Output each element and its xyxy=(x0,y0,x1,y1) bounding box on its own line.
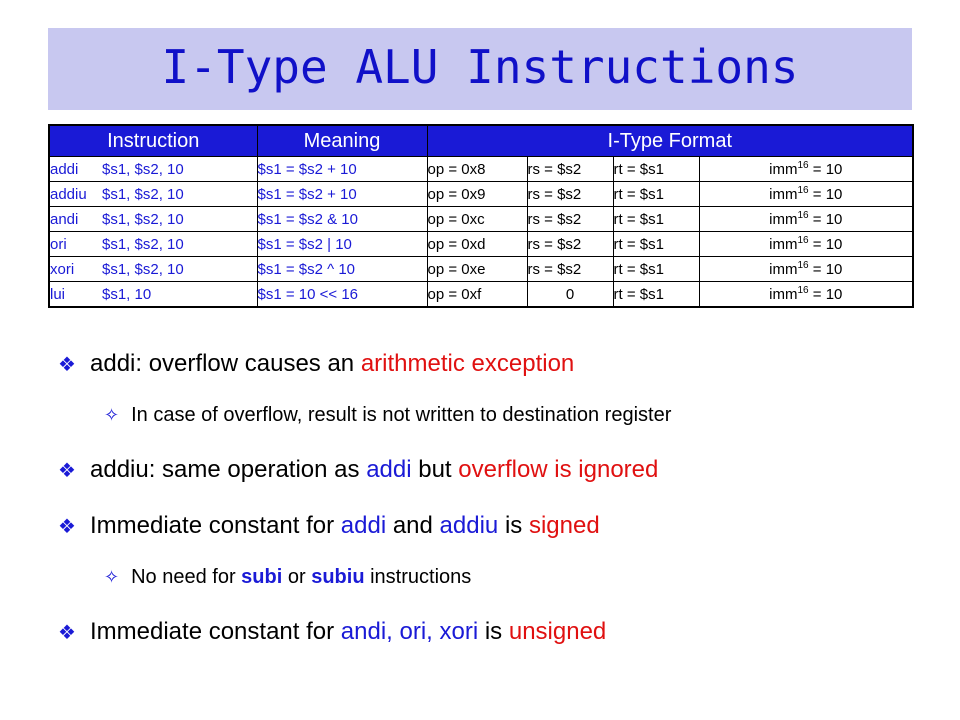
meaning-cell: $s1 = $s2 | 10 xyxy=(257,232,427,257)
op-field: op = 0xe xyxy=(427,257,527,282)
meaning-cell: $s1 = $s2 + 10 xyxy=(257,182,427,207)
mnemonic: addiu xyxy=(50,185,87,203)
rs-field: rs = $s2 xyxy=(527,182,613,207)
op-field: op = 0xd xyxy=(427,232,527,257)
diamond-cross-icon: ❖ xyxy=(58,622,76,644)
imm-label: imm xyxy=(769,286,798,303)
operands: $s1, $s2, 10 xyxy=(102,185,184,203)
meaning-cell: $s1 = $s2 + 10 xyxy=(257,157,427,182)
four-point-star-icon: ✧ xyxy=(104,567,120,587)
imm-label: imm xyxy=(769,236,798,253)
rt-field: rt = $s1 xyxy=(613,232,699,257)
rt-field: rt = $s1 xyxy=(613,257,699,282)
imm-label: imm xyxy=(769,211,798,228)
imm-field xyxy=(699,232,913,257)
subbullet-text: instructions xyxy=(364,566,472,588)
op-field: op = 0x9 xyxy=(427,182,527,207)
imm-width: 16 xyxy=(797,160,809,171)
bullet-emphasis: signed xyxy=(528,512,600,539)
operands: $s1, $s2, 10 xyxy=(102,260,184,278)
instruction-cell xyxy=(49,182,257,207)
imm-value: = 10 xyxy=(808,211,843,228)
diamond-cross-icon: ❖ xyxy=(58,354,76,376)
bullet-text: is xyxy=(498,512,529,539)
bullet-keyword: addi xyxy=(340,512,387,539)
imm-value: = 10 xyxy=(808,261,843,278)
subbullet-text: No need for xyxy=(131,566,242,588)
rt-field: rt = $s1 xyxy=(613,207,699,232)
rs-field: rs = $s2 xyxy=(527,232,613,257)
bullet-text: Immediate constant for xyxy=(90,618,341,645)
table-header-row xyxy=(49,125,913,157)
meaning-cell: $s1 = $s2 & 10 xyxy=(257,207,427,232)
op-field: op = 0x8 xyxy=(427,157,527,182)
four-point-star-icon: ✧ xyxy=(104,405,120,425)
mnemonic: andi xyxy=(50,210,79,228)
rt-field: rt = $s1 xyxy=(613,157,699,182)
bullet-emphasis: arithmetic exception xyxy=(360,350,575,377)
table-row xyxy=(49,182,913,207)
imm-width: 16 xyxy=(797,260,809,271)
bullet-text: and xyxy=(386,512,440,539)
rt-field: rt = $s1 xyxy=(613,282,699,308)
imm-width: 16 xyxy=(797,285,809,296)
table-row xyxy=(49,157,913,182)
table-row xyxy=(49,232,913,257)
imm-field xyxy=(699,157,913,182)
header-itype-format: I-Type Format xyxy=(427,125,913,157)
subbullet-no-subi xyxy=(104,566,471,589)
bullet-keyword: addiu xyxy=(439,512,499,539)
op-field: op = 0xf xyxy=(427,282,527,308)
instruction-table xyxy=(48,124,914,308)
operands: $s1, $s2, 10 xyxy=(102,210,184,228)
subbullet-overflow-result xyxy=(104,404,671,427)
operands: $s1, 10 xyxy=(102,285,152,303)
imm-label: imm xyxy=(769,161,798,178)
rt-field: rt = $s1 xyxy=(613,182,699,207)
imm-field xyxy=(699,257,913,282)
rs-field: rs = $s2 xyxy=(527,257,613,282)
instruction-cell xyxy=(49,207,257,232)
mnemonic: ori xyxy=(50,235,67,253)
bullet-text: addiu: same operation as xyxy=(90,456,367,483)
title-banner xyxy=(48,28,912,110)
imm-field xyxy=(699,207,913,232)
mnemonic: lui xyxy=(50,285,66,303)
imm-value: = 10 xyxy=(808,186,843,203)
imm-width: 16 xyxy=(797,210,809,221)
instruction-cell xyxy=(49,232,257,257)
imm-field xyxy=(699,282,913,308)
bullet-keyword: addi xyxy=(366,456,412,483)
imm-width: 16 xyxy=(797,235,809,246)
imm-value: = 10 xyxy=(808,161,843,178)
table-body xyxy=(49,157,913,308)
bullet-signed-immediate xyxy=(58,512,600,540)
diamond-cross-icon: ❖ xyxy=(58,460,76,482)
bullet-keyword: andi, ori, xori xyxy=(340,618,479,645)
bullet-emphasis: overflow is ignored xyxy=(458,456,659,483)
mnemonic: addi xyxy=(50,160,79,178)
bullet-addiu xyxy=(58,456,658,484)
imm-value: = 10 xyxy=(808,286,843,303)
table-row xyxy=(49,207,913,232)
bullet-addi-overflow xyxy=(58,350,574,378)
meaning-cell: $s1 = 10 << 16 xyxy=(257,282,427,308)
operands: $s1, $s2, 10 xyxy=(102,235,184,253)
instruction-cell xyxy=(49,157,257,182)
rs-field: rs = $s2 xyxy=(527,157,613,182)
imm-width: 16 xyxy=(797,185,809,196)
bullet-text: is xyxy=(478,618,509,645)
subbullet-keyword: subi xyxy=(241,566,283,588)
instruction-cell xyxy=(49,257,257,282)
subbullet-keyword: subiu xyxy=(311,566,365,588)
rs-field: rs = $s2 xyxy=(527,207,613,232)
operands: $s1, $s2, 10 xyxy=(102,160,184,178)
mnemonic: xori xyxy=(50,260,75,278)
imm-field xyxy=(699,182,913,207)
bullet-unsigned-immediate xyxy=(58,618,606,646)
subbullet-text: or xyxy=(282,566,312,588)
bullet-emphasis: unsigned xyxy=(508,618,607,645)
rs-field: 0 xyxy=(527,282,613,308)
bullet-text: but xyxy=(411,456,459,483)
slide-title: I-Type ALU Instructions xyxy=(161,40,799,94)
table-row xyxy=(49,257,913,282)
subbullet-text: In case of overflow, result is not written to destination register xyxy=(131,404,672,426)
header-meaning: Meaning xyxy=(257,125,427,157)
imm-label: imm xyxy=(769,261,798,278)
bullet-text: addi: overflow causes an xyxy=(90,350,361,377)
table-row xyxy=(49,282,913,308)
meaning-cell: $s1 = $s2 ^ 10 xyxy=(257,257,427,282)
bullet-text: Immediate constant for xyxy=(90,512,341,539)
header-instruction: Instruction xyxy=(49,125,257,157)
imm-value: = 10 xyxy=(808,236,843,253)
diamond-cross-icon: ❖ xyxy=(58,516,76,538)
instruction-cell xyxy=(49,282,257,308)
imm-label: imm xyxy=(769,186,798,203)
op-field: op = 0xc xyxy=(427,207,527,232)
